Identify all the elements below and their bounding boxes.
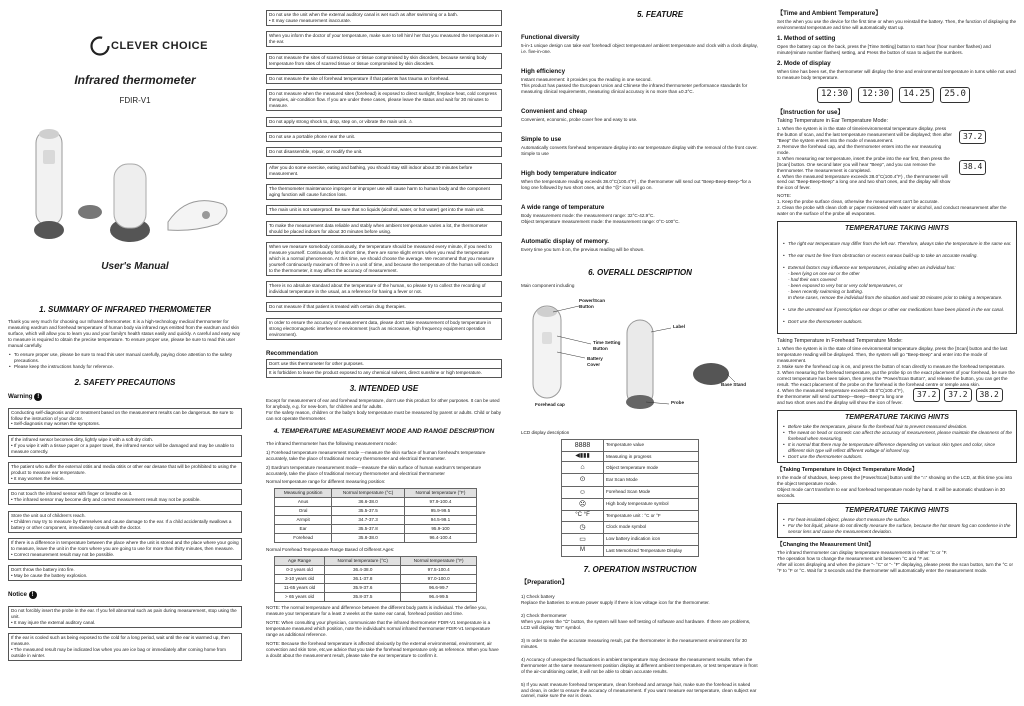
precaution-item: When you inform the doctor of your temperature, make sure to tell him/ her that you measured the temperature in the ear. [266,31,502,47]
instruction-title: 【Instruction for use】 [777,108,844,116]
feature-item [521,136,759,157]
warning-item: Conducting self-diagnosis and/ or treatment based on the measurement results can be dangerous. Be sure to follow the instruction of your doctor. • Self-diagnosis may worsen the symptoms. [8,408,242,430]
panel-features [517,0,763,699]
table-cell: 36.1-37.8 [325,575,401,584]
lcd-row [562,451,699,462]
lcd-row [562,462,699,474]
brand-logo-icon [90,36,110,56]
lcd-symbol: ⊙ [562,474,604,486]
table-cell: 35.5-37.8 [332,525,405,534]
hint-item: • For heat-insulated object, please don't measure the surface. [782,517,1012,523]
table-cell: > 65 years old [275,593,325,602]
hints-title: TEMPERATURE TAKING HINTS [845,506,949,514]
feature-heading: Functional diversity [521,34,580,42]
notice-heading [8,591,242,599]
thermometer-product-image [18,112,248,262]
base-stand-label: Base Stand [721,381,747,387]
table-row [275,516,477,525]
note-item: NOTE: The normal temperature and difference between the different body parts is individual. The define you, measure your temperature for a least 2 weeks at the same ear canal, forehead position and time. [266,605,487,617]
table-cell: 3-10 years old [275,575,325,584]
product-model: FDIR-V1 [119,95,151,105]
forehead-step-row [777,388,1017,406]
operation-title: 7. OPERATION INSTRUCTION [583,564,697,574]
safety-title: 2. SAFETY PRECAUTIONS [74,378,176,388]
warning-icon: ! [34,393,42,401]
table-cell: 94.5-99.1 [404,516,476,525]
table-header: Normal temperature (°C) [332,489,405,498]
hint-item: • The sweat on head or cosmetic can affect the accuracy of measurement, please maintain the cleanness of the forehead when measuring. [782,430,1012,442]
method-setting-text: Open the battery cap on the back, press the [Time Setting] button to start hour (hour number flashes) and minute(minute number flashes) setting, and Press the button of scan to adjust the numbers. [777,44,991,56]
feature-text: When the temperature reading exceeds 38.0°C(100.4°F) , the thermometer will send out "Beep-Beep-Beep-"for a long one followed by two short ones, and the "☹" icon will go on. [521,179,751,191]
lcd-display: 12:30 [817,87,852,103]
warning-label: Warning [8,392,33,400]
hints-list [782,235,1012,331]
feature-text: Body measurement mode: the measurement range: 32°C-42.9°C. Object temperature measurement mode: the measurement range: 0°C-100°C. [521,213,680,225]
table-cell: 96.4-100.4 [404,534,476,543]
hint-item: • The right ear temperature may differ from the left ear. Therefore, always take the temperature in the same ear. [782,241,1012,247]
feature-text: Automatically converts forehead temperature display into ear temperature display with the removal of the front cover. Simple to use [521,145,758,157]
notice-list [8,600,242,667]
forehead-mode-title: Taking Temperature in Forehead Temperature Mode: [777,337,903,344]
table-cell: 36.4-38.0 [325,566,401,575]
table-cell: Oral [275,507,332,516]
panel-instructions [773,0,1021,695]
hint-item: • It is normal that there may be temperature difference depending on various skin types and color, since different skin type will reflect different voltage of infrared ray. [782,442,1012,454]
note-item: 2. Clean the probe with clean cloth or paper moistened with water or alcohol, and conduct measurement after the water on the surface of the probe all evaporates. [777,205,1007,217]
precaution-boxes [266,4,502,345]
feature-item [521,170,759,191]
forehead-steps [777,346,1017,406]
ear-mode-title: Taking Temperature in Ear Temperature Mode: [777,117,888,124]
mode-display-text: When time has been set, the thermometer will display the time and environmental temperature in turns while not used to measure body temperature. [777,69,1016,81]
time-ambient-title: 【Time and Ambient Temperature】 [777,10,882,17]
table-header: Normal temperature (°C) [325,557,401,566]
table-cell: 95.9-99.5 [404,507,476,516]
ear-step: 1. When the system is in the state of time/environmental temperature display, press the button of scan, and the last temperature measurement will be displayed; then after "Beep" the system enters into the mode of measurement. [777,125,952,143]
precaution-text: Do not apply strong shock to, drop, step on, or vibrate the main unit. [269,118,408,124]
lcd-display: 38.4 [959,160,986,174]
component-diagram-image [521,292,761,414]
precaution-item: In order to ensure the accuracy of measurement data, please don't take measurement of body temperature in strong electromagnetic interference environment (such as microwave, high frequency equipment operation environment). [266,318,502,340]
lcd-row [562,521,699,533]
table-cell: 35.9-37.6 [325,584,401,593]
precaution-item: Do not measure if that patient is treated with certain drug therapies. [266,302,502,312]
probe-label: Probe [671,399,685,405]
precaution-item [266,117,502,127]
precaution-item: The thermometer maintenance improper or improper use will cause harm to human body and the component aging function will cause function loss. [266,184,502,200]
table-cell: Armpit [275,516,332,525]
preparation-item: 3) In order to make the accurate measuring result, put the thermometer in the measurement environment for 30 minutes. [521,637,747,649]
main-component-caption: Main component including [521,282,575,288]
table-cell: 36.6-38.0 [332,498,405,507]
table-header: Normal temperature (°F) [404,489,476,498]
forehead-range-table [274,556,477,602]
lcd-display: 37.2 [913,388,940,402]
table-cell: 97.9-100.4 [404,498,476,507]
precaution-item: To make the measurement data reliable and stably when ambient temperature varies a lot, the thermometer should be placed indoors for about 30 minutes before using. [266,221,502,237]
lcd-desc: High body temperature symbol [604,498,699,510]
precaution-item: Do not measure the sites of scarred tissue or tissue compromised by skin disorders, because sensing body temperature from sites of scarred tissue or tissue compromised by skin disorders. [266,53,502,69]
hints-title: TEMPERATURE TAKING HINTS [845,413,949,421]
lcd-symbol: ⌂ [562,462,604,474]
feature-item [521,34,759,55]
warning-item: The patient who suffer the external otitis and media otitis or other ear desase that will be prohibited to using the product to measure ear temperature. • It may worsen the lesion. [8,462,242,484]
hints-title: TEMPERATURE TAKING HINTS [845,225,949,233]
precaution-item: The main unit is not waterproof. Be sure that no liquids (alcohol, water, or hot water) get into the main unit. [266,205,502,215]
lcd-desc: Object temperature mode [604,462,699,474]
lcd-row [562,498,699,510]
unit-change-title: 【Changing the Measurement Unit】 [777,541,874,548]
forehead-step: 3. When measuring the forehead temperature, put the probe tip on the exact placement of your forehead, be sure the correct temperature has been taken, then press the "Power/Scan Button", and release the button, you can get the result. The exact placement of the probe on the forehead is the forehead centre or temple area skin. [777,369,1015,387]
mode-intro: The infrared thermometer has the following measurement mode: [266,440,397,446]
preparation-item: 1) Check battery Replace the batteries to ensure power supply if there is low voltage icon for the thermometer. [521,593,710,605]
lcd-display: 37.2 [944,388,971,402]
precaution-item: Do not use the unit when the external auditory canal is wet such as after swimming or a bath. • It may cause measurement inaccurate. [266,10,502,26]
object-mode-title: 【Taking Temperature in Object Temperature Mode】 [777,466,918,473]
table-cell: 0-2 years old [275,566,325,575]
table-cell: 97.0-100.0 [401,575,477,584]
table-row [275,507,477,516]
mode-item: 2) Eardrum temperature measurement mode---measure the skin surface of human eardrum's temperature accurately, take the place of traditional mercury thermometer and electrical thermometer [266,464,482,476]
feature-item [521,108,759,123]
notice-label: Notice [8,590,27,598]
note-item: 1. Keep the probe surface clean, otherwise the measurement can't be accurate. [777,199,939,205]
precaution-item: Do not disassemble, repair, or modify the unit. [266,147,502,157]
lcd-display: 37.2 [959,130,986,144]
overview-title: 6. OVERALL DESCRIPTION [588,268,692,278]
lcd-row [562,486,699,498]
component-diagram [521,292,759,414]
preparation-item: 5) If you want measure forehead temperature, clean forehead and arrange hair, make sure the forehead is naked and clean, in order to ensure the accuracy of measurement. If you want measure ear temperature, clean subject ear cannel, make sure the ear is clean. [521,681,757,699]
hints-box-ear [777,221,1017,334]
lcd-symbol: °C °F [562,510,604,521]
power-scan-label: Power/Scan Button [579,297,606,309]
note-title: NOTE: [777,193,792,199]
lcd-symbol: ☺ [562,486,604,498]
precaution-item: When we measure somebody continuously, the temperature should be measured every minute, if you need to measure yourself. Continuously for a short time, there are some slight errors when you read the temperature which is a normal phenomenon. At this time, we should choose the average. We recommend that you measure yourself continuously maximum of three in a unit of time, and because the temperature of the human will conduct to the thermometer, it may affect the accuracy of measurement. [266,242,502,276]
lcd-desc: Temperature unit : °C or °F [604,510,699,521]
lcd-symbol: ◷ [562,521,604,533]
lcd-symbol: ◀▮▮▮ [562,451,604,462]
feature-item [521,204,759,225]
table-cell: Forehead [275,534,332,543]
preparation-heading: 【Preparation】 [521,578,568,586]
lcd-desc: Low battery indication icon [604,533,699,545]
precaution-item: Do not measure the site of forehead temperature if that patients has trauma on forehead. [266,74,502,84]
lcd-display: 25.0 [940,87,970,103]
forehead-step: 4. When the measured temperature exceeds 38.0°C(100.4°F), the thermometer will send out"Beep—Beep—Beep"a long one and two short ones and the display will show the icon of fever. [777,387,904,405]
table-cell: Ear [275,525,332,534]
normal-range-table [274,488,477,543]
feature-text: Convenient, economic, probe cover free and easy to use. [521,117,638,123]
recommendation-item: Don't use this thermometer for other purposes. [266,359,502,369]
lcd-desc: Clock mode symbol [604,521,699,533]
feature-title: 5. FEATURE [636,10,684,19]
ear-mode-block [777,126,1017,192]
brand-name: CLEVER CHOICE [111,39,208,52]
table-header: Measuring position [275,489,332,498]
hint-item: • Use the untreated ear if prescription ear drops or other ear medications have been placed in the ear canal. [782,307,1012,313]
hint-item: • Don't use the thermometer outdoors. [782,454,1012,460]
summary-title: 1. SUMMARY OF INFRARED THERMOMETER [39,304,211,314]
table-cell: 35.8-38.0 [332,534,405,543]
lcd-row [562,474,699,486]
feature-text: Instant measurement: it provides you the reading in one second. This product has passed the European Union and Chinese the infrared thermometer performance standards for measuring clinical requirements, measuring clinical accuracy is no more than ±0.3°C. [521,77,748,95]
notice-item: Do not forcibly insert the probe in the ear. If you fell abnormal such as pain during measurement, stop using the unit. • It may injure the external auditory canal. [8,606,242,628]
table-row [275,593,477,602]
hint-item: • Don't use the thermometer outdoors. [782,319,1012,325]
feature-item [521,68,759,95]
warning-heading [8,393,242,401]
feature-heading: Simple to use [521,136,562,144]
warning-list [8,402,242,587]
lcd-desc: Forehead Scan Mode [604,486,699,498]
feature-heading: Automatic display of memory. [521,238,609,246]
lcd-symbol: M [562,545,604,556]
warning-item: If there is a difference in temperature between the place where the unit is stored and the place where your going to measure, leave the unit in the room where you are going to use for more than thirty minutes, then measure. • Correct measurement result may not be possible. [8,538,242,560]
ear-steps [777,126,953,192]
table-header-row [275,557,477,566]
warning-item: Do not touch the infrared sensor with finger or breathe on it. • The infrared sensor may become dirty and correct measurement result may not be possible. [8,489,242,505]
table-row [275,534,477,543]
mode-item: 1) Forehead temperature measurement mode ---measure the skin surface of human forehead's temperature accurately, take the place of traditional mercury thermometer and electrical thermometer. [266,449,486,461]
summary-bullet: • Please keep the instructions handy for reference. [8,364,242,370]
warning-item: If the infrared sensor becomes dirty, lightly wipe it with a soft dry cloth. • If you wipe it with a tissue paper or a paper towel, the infrared sensor will be damaged and may be unable to measure correctly. [8,435,242,457]
table-header: Normal temperature (°F) [401,557,477,566]
ear-lcd-column [953,126,1017,192]
notes [266,605,502,659]
table-cell: 11-65 years old [275,584,325,593]
lcd-examples [817,87,1017,103]
table-cell: 96.6-99.7 [401,584,477,593]
battery-cover-label: Battery Cover [587,355,603,367]
hint-item: • External factors may influence ear temperatures, including when an individual has: - been lying on one ear or the other - had their ears covered - been exposed to very hot or very cold temperatures, or - been recently swimming or bathing. In these cases, remove the individual from the situation and wait 30 minutes prior to taking a temperature. [782,265,1012,301]
hint-item: • For the hot liquid, please do not directly measure the surface, because the hot steam fog can condense in the sensor lens and cause the measurement deviation. [782,523,1012,535]
hints-list [782,424,1012,460]
feature-heading: Convenient and cheap [521,108,588,116]
forehead-step: 1. When the system is in the state of time environmental temperature display, press the [Scan] button and the last temperature reading will be displayed. Then, the system will go "Beep-Beep" and enter into the mode of measurement. [777,345,1008,363]
table-cell: 35.8-37.5 [325,593,401,602]
normal-range-caption: Normal temperature range for different measuring position: [266,479,386,485]
feature-list [521,24,759,262]
table-row [275,525,477,534]
precaution-item: After you do some exercise, eating and bathing, you should stay still indoor about 30 minutes before measurement. [266,163,502,179]
preparation-item: 2) Check thermometer When you press the "⏻" button, the system will have self testing of software and hardware. If there are problems, LCD will display "Err" symbol. [521,612,751,630]
lcd-table [561,439,699,557]
warning-item: Store the unit out of children's reach. • Children may try to measure by themselves and cause damage to the ear. If a child accidentally swallows a battery or other component, immediately consult with the doctor. [8,511,242,533]
lcd-display: 14.25 [899,87,934,103]
hints-box-forehead [777,410,1017,463]
intended-use-text: Except for measurement of ear and forehead temperature, don't use this product for other purposes. It can be used for anybody, e.g. for new-born, for children and for adults. For the safety reason, children or the baby's body temperature must be measured by parent or adults. Child or baby can not operate thermometer. [266,398,502,422]
recommendation-heading: Recommendation [266,350,318,357]
precaution-item: Do not use a portable phone near the unit. [266,132,502,142]
table-row [275,584,477,593]
precaution-item: There is no absolute standard about the temperature of the human, so please try to collect the recording of individual temperature in the usual, as a reference for having a fever or not. [266,281,502,297]
lcd-desc: Measuring in progress [604,451,699,462]
hint-item: • The ear must be free from obstruction or excess earwax build-up to take an accurate reading. [782,253,1012,259]
hints-list [782,517,1012,535]
summary-bullets [8,352,242,370]
summary-text: Thank you very much for choosing our Infrared thermometer. It is a high-technology medical thermometer for measuring eardrum and forehead temperature of human body via infrared rays emitted from the eardrum and skin surface, which will allow you to learn you and your family's health status easily and quickly. A careful and easy way to measure is required to obtain the precise temperature. To ensure proper use, please be sure to read this user manual carefully. [8,319,241,349]
lcd-row [562,439,699,451]
hints-box-object [777,503,1017,538]
table-cell: Anus [275,498,332,507]
unit-change-text: The infrared thermometer can display temperature measurements in either °C or °F. The operation how to change the measurement unit between °C and °F as: After all icons displaying and when the picture "- °C" or "- °F" displaying, please press the scan button, turn the °C or °F to °F or °C. Wait for 3 seconds and the thermometer will automatically enter the measurement mode. [777,549,1013,573]
feature-item [521,238,759,253]
panel-safety-cont [262,0,506,695]
preparation-item: 4) Accuracy of unexpected fluctuations in ambient temperature may decrease the measurement results. When the thermometer at the same measurement position display at different ambient temperature, or test temperature in front of the air-conditioning outlet, it will not be able to obtain accurate results. [521,656,758,674]
lcd-symbol: ☹ [562,498,604,510]
brand-logo [90,36,242,56]
lcd-row [562,510,699,521]
ear-step: 4. When the measured temperature exceeds 38.0°C(100.4°F) , the thermometer will send out "Beep-Beep-Beep" a long one and two short ones, and the display will show the icon of fever. [777,173,951,191]
table-cell: 97.5-100.4 [401,566,477,575]
feature-heading: High body temperature indicator [521,170,617,178]
label-label: Label [673,323,685,329]
lcd-desc: Temperature value [604,439,699,451]
notice-item: If the ear is cooled such as being exposed to the cold for a long period, wait until the ear is warmed up, then measure. • The measured result may be indicated low when you are ice bag or immediately after coming home from outside in winter. [8,633,242,661]
mode-display-title: 2. Mode of display [777,60,831,67]
warning-triangle-icon: ⚠ [408,118,413,124]
product-title: Infrared thermometer [74,73,196,87]
object-mode-text: In the mode of shutdown, keep press the [Power/Scan] button until the "⌂" showing on the LCD, at this time you into the object temperature mode. Object mode can't transform to ear and forehead temperature mode by hand. It will be automatic shutdown in 30 seconds. [777,474,1013,498]
note-item: NOTE: Because the forehead temperature is affected obviously by the external environmental, environment, air convection and skin tone, etc,we advice that you take the forehead temperature only as reference. When you have a doubt about the measurement result, please take the ear temperature to confirm it. [266,640,499,658]
forehead-step: 2. Make sure the forehead cap is on, and press the button of scan directly to measure the forehead temperature. [777,363,1006,369]
method-setting-title: 1. Method of setting [777,35,836,42]
time-setting-label: Time Setting Button [593,339,621,351]
table-cell: 34.7-37.3 [332,516,405,525]
table-row [275,498,477,507]
table-header-row [275,489,477,498]
table-cell: 95.9-100 [404,525,476,534]
lcd-display: 12:30 [858,87,893,103]
table-row [275,566,477,575]
lcd-row [562,533,699,545]
lcd-caption: LCD display description [521,429,570,435]
lcd-symbol: 8888 [562,439,604,451]
table-cell: 96.4-99.5 [401,593,477,602]
mode-range-title: 4. TEMPERATURE MEASUREMENT MODE AND RANGE DESCRIPTION [273,428,495,436]
feature-text: 5-in-1 unique design can take ear/ forehead/ object temperature/ ambient temperature and clock with a clock display, i.e. five-in-one. [521,43,758,55]
recommendation-item: It is forbidden to leave the product exposed to any chemical solvent, direct sunshine or high temperature. [266,368,502,378]
feature-heading: A wide range of temperature [521,204,605,212]
precaution-item: Do not measure when the measured sites (forehead) is exposed to direct sunlight, fireplace heat, cold compress therapies, air-condition flow. If you are under these cases, please leave the status and wait for 30 minutes to measure. [266,89,502,111]
note-item: NOTE: When consulting your physician, communicate that the infrared thermometer FDIR-V1 temperature is a temperature measured which position, note the individual's normal infrared thermometer FDIR-V1 temperature range as additional reference. [266,620,491,637]
table-header: Age Range [275,557,325,566]
ear-step: 3. When measuring ear temperature, insert the probe into the ear first, then press the [Scan] button. One second later you will hear "Beep", and you can remove the thermometer. The measurement is completed. [777,155,950,173]
time-ambient-text: Set the when you use the device for the first time or when you reinstall the battery. Then, the function of displaying the environmental temperature and time will automatically start up. [777,19,1017,31]
lcd-symbol: ▭ [562,533,604,545]
feature-heading: High efficiency [521,68,566,76]
lcd-desc: Ear Scan Mode [604,474,699,486]
manual-title: User's Manual [101,260,169,272]
feature-text: Every time you turn it on, the previous reading will be shown. [521,247,645,253]
intended-use-title: 3. INTENDED USE [349,383,419,393]
hint-item: • Before take the temperature, please fix the forehead hair to prevent measured deviation. [782,424,1012,430]
panel-cover [0,0,250,695]
table-row [275,575,477,584]
summary-bullet: • To ensure proper use, please be sure to read this user manual carefully, paying close attention to the safety precautions. [8,352,242,364]
lcd-desc: Last Memorized Temperature Display [604,545,699,556]
preparation-list [521,588,759,706]
lcd-row [562,545,699,556]
forehead-lcd-row [907,388,1003,402]
lcd-display: 38.2 [976,388,1003,402]
forehead-range-caption: Normal Forehead Temperature Range Based of Different Ages: [266,547,395,553]
table-cell: 35.5-37.5 [332,507,405,516]
forehead-cap-label: Forehead cap [535,401,565,407]
warning-item: Don't throw the battery into fire. • May be cause the battery explosion. [8,565,242,581]
notice-icon: ! [29,591,37,599]
ear-step: 2. Remove the forehead cap, and the thermometer enters into the ear measuring mode. [777,143,942,155]
